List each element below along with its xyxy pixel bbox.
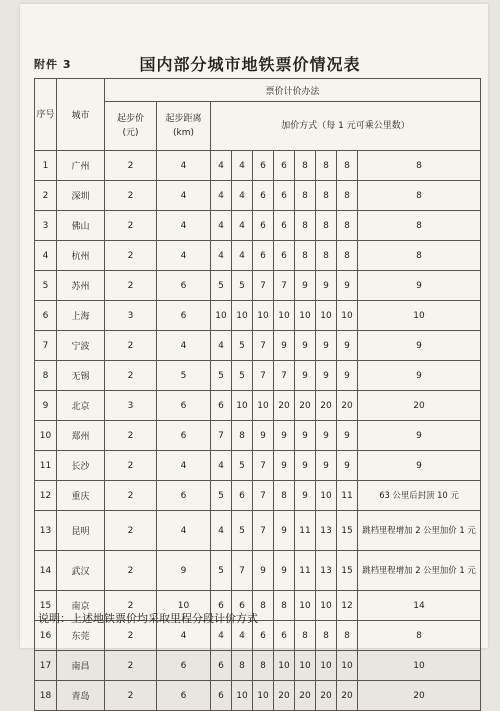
annex-label: 附件 3	[34, 58, 72, 71]
increment-value: 8	[337, 241, 358, 271]
increment-value: 9	[295, 271, 316, 301]
increment-value: 5	[232, 451, 253, 481]
fare-note: 跳档里程增加 2 公里加价 1 元	[358, 511, 481, 551]
city-name: 北京	[57, 391, 105, 421]
increment-value: 12	[337, 591, 358, 621]
increment-value: 9	[337, 421, 358, 451]
table-row	[35, 181, 481, 211]
increment-value: 10	[316, 301, 337, 331]
row-number: 14	[35, 551, 57, 591]
start-distance: 6	[157, 421, 211, 451]
increment-value: 5	[232, 271, 253, 301]
increment-value: 9	[316, 451, 337, 481]
increment-value: 6	[211, 391, 232, 421]
increment-value: 6	[274, 181, 295, 211]
start-price: 2	[105, 681, 157, 711]
increment-value: 8	[337, 151, 358, 181]
increment-value: 6	[211, 651, 232, 681]
increment-value: 20	[274, 681, 295, 711]
increment-value: 9	[337, 451, 358, 481]
increment-value: 7	[253, 481, 274, 511]
city-name: 南京	[57, 591, 105, 621]
row-number: 6	[35, 301, 57, 331]
increment-value: 9	[274, 551, 295, 591]
increment-value: 6	[274, 211, 295, 241]
increment-value: 4	[211, 511, 232, 551]
increment-value: 6	[232, 481, 253, 511]
table-row	[35, 551, 481, 591]
increment-value: 8	[232, 421, 253, 451]
city-name: 深圳	[57, 181, 105, 211]
city-name: 东莞	[57, 621, 105, 651]
increment-value: 9	[358, 361, 481, 391]
table-row	[35, 331, 481, 361]
row-number: 17	[35, 651, 57, 681]
table-row	[35, 301, 481, 331]
increment-value: 5	[232, 331, 253, 361]
fare-note: 63 公里后封顶 10 元	[358, 481, 481, 511]
increment-value: 11	[295, 511, 316, 551]
increment-value: 8	[358, 151, 481, 181]
increment-value: 10	[274, 301, 295, 331]
increment-value: 10	[253, 301, 274, 331]
start-distance: 4	[157, 151, 211, 181]
start-distance: 6	[157, 651, 211, 681]
increment-value: 10	[316, 651, 337, 681]
city-name: 昆明	[57, 511, 105, 551]
row-number: 7	[35, 331, 57, 361]
start-price: 2	[105, 551, 157, 591]
table-row	[35, 151, 481, 181]
increment-value: 6	[253, 151, 274, 181]
row-number: 3	[35, 211, 57, 241]
city-name: 武汉	[57, 551, 105, 591]
start-price: 2	[105, 451, 157, 481]
increment-value: 20	[337, 391, 358, 421]
row-number: 5	[35, 271, 57, 301]
city-name: 南昌	[57, 651, 105, 681]
increment-value: 9	[337, 361, 358, 391]
city-name: 青岛	[57, 681, 105, 711]
increment-value: 9	[358, 271, 481, 301]
increment-value: 20	[316, 681, 337, 711]
increment-value: 9	[316, 331, 337, 361]
city-name: 郑州	[57, 421, 105, 451]
table-row	[35, 681, 481, 711]
increment-value: 8	[358, 211, 481, 241]
increment-value: 15	[337, 551, 358, 591]
increment-value: 4	[211, 621, 232, 651]
start-price: 3	[105, 301, 157, 331]
increment-value: 10	[211, 301, 232, 331]
increment-value: 8	[253, 651, 274, 681]
increment-value: 9	[295, 361, 316, 391]
increment-value: 8	[358, 241, 481, 271]
city-name: 长沙	[57, 451, 105, 481]
increment-value: 6	[253, 241, 274, 271]
start-distance: 4	[157, 211, 211, 241]
increment-value: 8	[295, 621, 316, 651]
increment-value: 8	[295, 151, 316, 181]
start-distance: 9	[157, 551, 211, 591]
increment-value: 9	[295, 451, 316, 481]
city-name: 无锡	[57, 361, 105, 391]
increment-value: 8	[295, 211, 316, 241]
increment-value: 11	[295, 551, 316, 591]
increment-value: 5	[211, 361, 232, 391]
increment-value: 9	[358, 331, 481, 361]
increment-value: 10	[316, 591, 337, 621]
increment-value: 9	[316, 271, 337, 301]
start-distance: 4	[157, 331, 211, 361]
increment-value: 5	[232, 361, 253, 391]
increment-value: 5	[232, 511, 253, 551]
increment-value: 7	[274, 271, 295, 301]
increment-value: 8	[358, 621, 481, 651]
increment-value: 6	[211, 591, 232, 621]
increment-value: 8	[316, 181, 337, 211]
increment-value: 6	[253, 211, 274, 241]
increment-value: 4	[211, 451, 232, 481]
document-title: 国内部分城市地铁票价情况表	[139, 55, 361, 74]
increment-value: 13	[316, 551, 337, 591]
header-city: 城市	[57, 79, 105, 151]
increment-value: 9	[253, 551, 274, 591]
increment-value: 5	[211, 481, 232, 511]
increment-value: 4	[232, 621, 253, 651]
increment-value: 6	[253, 621, 274, 651]
increment-value: 9	[316, 421, 337, 451]
increment-value: 4	[211, 241, 232, 271]
increment-value: 9	[358, 451, 481, 481]
footnote: 说明：上述地铁票价均采取里程分段计价方式	[38, 612, 258, 625]
row-number: 15	[35, 591, 57, 621]
start-distance: 10	[157, 591, 211, 621]
increment-value: 10	[232, 681, 253, 711]
increment-value: 10	[232, 391, 253, 421]
increment-value: 5	[211, 551, 232, 591]
row-number: 1	[35, 151, 57, 181]
start-price: 2	[105, 151, 157, 181]
increment-value: 4	[232, 151, 253, 181]
row-number: 8	[35, 361, 57, 391]
increment-value: 9	[337, 271, 358, 301]
start-price: 2	[105, 271, 157, 301]
city-name: 宁波	[57, 331, 105, 361]
city-name: 重庆	[57, 481, 105, 511]
increment-value: 8	[232, 651, 253, 681]
increment-value: 6	[274, 621, 295, 651]
increment-value: 9	[316, 361, 337, 391]
start-price: 2	[105, 241, 157, 271]
start-price: 2	[105, 331, 157, 361]
increment-value: 7	[211, 421, 232, 451]
increment-value: 7	[253, 361, 274, 391]
start-distance: 6	[157, 391, 211, 421]
city-name: 杭州	[57, 241, 105, 271]
increment-value: 6	[253, 181, 274, 211]
table-row	[35, 361, 481, 391]
increment-value: 15	[337, 511, 358, 551]
start-distance: 4	[157, 241, 211, 271]
increment-value: 9	[274, 451, 295, 481]
increment-value: 10	[316, 481, 337, 511]
increment-value: 10	[295, 651, 316, 681]
increment-value: 9	[358, 421, 481, 451]
increment-value: 10	[253, 391, 274, 421]
increment-value: 8	[337, 181, 358, 211]
table-row	[35, 451, 481, 481]
header-start-price: 起步价 (元)	[105, 102, 157, 151]
increment-value: 9	[295, 421, 316, 451]
increment-value: 4	[232, 241, 253, 271]
table-row	[35, 241, 481, 271]
increment-value: 6	[211, 681, 232, 711]
start-distance: 4	[157, 621, 211, 651]
start-price: 2	[105, 361, 157, 391]
start-price: 3	[105, 391, 157, 421]
increment-value: 4	[211, 211, 232, 241]
row-number: 10	[35, 421, 57, 451]
increment-value: 8	[295, 181, 316, 211]
increment-value: 9	[274, 331, 295, 361]
table-row	[35, 651, 481, 681]
increment-value: 20	[274, 391, 295, 421]
table-row	[35, 211, 481, 241]
increment-value: 7	[253, 331, 274, 361]
header-start-distance: 起步距离 (km)	[157, 102, 211, 151]
start-price: 2	[105, 651, 157, 681]
table-row	[35, 391, 481, 421]
increment-value: 10	[337, 651, 358, 681]
start-distance: 6	[157, 681, 211, 711]
start-distance: 5	[157, 361, 211, 391]
city-name: 佛山	[57, 211, 105, 241]
increment-value: 10	[337, 301, 358, 331]
increment-value: 8	[295, 241, 316, 271]
header-method: 票价计价办法	[105, 79, 481, 102]
start-distance: 6	[157, 481, 211, 511]
increment-value: 4	[232, 211, 253, 241]
start-price: 2	[105, 591, 157, 621]
start-price: 2	[105, 181, 157, 211]
increment-value: 10	[253, 681, 274, 711]
increment-value: 9	[337, 331, 358, 361]
city-name: 苏州	[57, 271, 105, 301]
row-number: 12	[35, 481, 57, 511]
increment-value: 10	[295, 301, 316, 331]
table-row	[35, 481, 481, 511]
header-no: 序号	[35, 79, 57, 151]
increment-value: 8	[316, 211, 337, 241]
row-number: 9	[35, 391, 57, 421]
increment-value: 6	[274, 151, 295, 181]
increment-value: 4	[211, 181, 232, 211]
increment-value: 20	[337, 681, 358, 711]
increment-value: 7	[253, 511, 274, 551]
start-distance: 4	[157, 511, 211, 551]
row-number: 11	[35, 451, 57, 481]
increment-value: 9	[295, 481, 316, 511]
increment-value: 10	[358, 651, 481, 681]
increment-value: 5	[211, 271, 232, 301]
increment-value: 9	[253, 421, 274, 451]
table-row	[35, 511, 481, 551]
increment-value: 8	[253, 591, 274, 621]
row-number: 18	[35, 681, 57, 711]
row-number: 16	[35, 621, 57, 651]
increment-value: 4	[211, 331, 232, 361]
increment-value: 7	[253, 271, 274, 301]
increment-value: 8	[337, 211, 358, 241]
increment-value: 8	[358, 181, 481, 211]
start-distance: 4	[157, 451, 211, 481]
increment-value: 20	[316, 391, 337, 421]
row-number: 4	[35, 241, 57, 271]
row-number: 13	[35, 511, 57, 551]
increment-value: 20	[358, 391, 481, 421]
document-sheet	[20, 4, 488, 702]
increment-value: 20	[295, 391, 316, 421]
increment-value: 7	[253, 451, 274, 481]
increment-value: 9	[274, 511, 295, 551]
increment-value: 8	[316, 241, 337, 271]
increment-value: 20	[358, 681, 481, 711]
increment-value: 8	[316, 151, 337, 181]
increment-value: 8	[274, 481, 295, 511]
increment-value: 10	[232, 301, 253, 331]
increment-value: 8	[316, 621, 337, 651]
start-price: 2	[105, 211, 157, 241]
increment-value: 20	[295, 681, 316, 711]
fare-note: 跳档里程增加 2 公里加价 1 元	[358, 551, 481, 591]
table-row	[35, 271, 481, 301]
increment-value: 11	[337, 481, 358, 511]
row-number: 2	[35, 181, 57, 211]
increment-value: 7	[274, 361, 295, 391]
increment-value: 10	[295, 591, 316, 621]
start-price: 2	[105, 621, 157, 651]
increment-value: 8	[337, 621, 358, 651]
increment-value: 13	[316, 511, 337, 551]
increment-value: 4	[211, 151, 232, 181]
increment-value: 6	[274, 241, 295, 271]
increment-value: 6	[232, 591, 253, 621]
start-distance: 4	[157, 181, 211, 211]
increment-value: 9	[295, 331, 316, 361]
increment-value: 7	[232, 551, 253, 591]
increment-value: 4	[232, 181, 253, 211]
increment-value: 10	[358, 301, 481, 331]
increment-value: 14	[358, 591, 481, 621]
header-increment: 加价方式（每 1 元可乘公里数）	[211, 102, 481, 151]
increment-value: 9	[274, 421, 295, 451]
start-price: 2	[105, 481, 157, 511]
increment-value: 10	[274, 651, 295, 681]
start-distance: 6	[157, 301, 211, 331]
city-name: 上海	[57, 301, 105, 331]
start-price: 2	[105, 421, 157, 451]
city-name: 广州	[57, 151, 105, 181]
start-distance: 6	[157, 271, 211, 301]
increment-value: 8	[274, 591, 295, 621]
table-row	[35, 421, 481, 451]
start-price: 2	[105, 511, 157, 551]
